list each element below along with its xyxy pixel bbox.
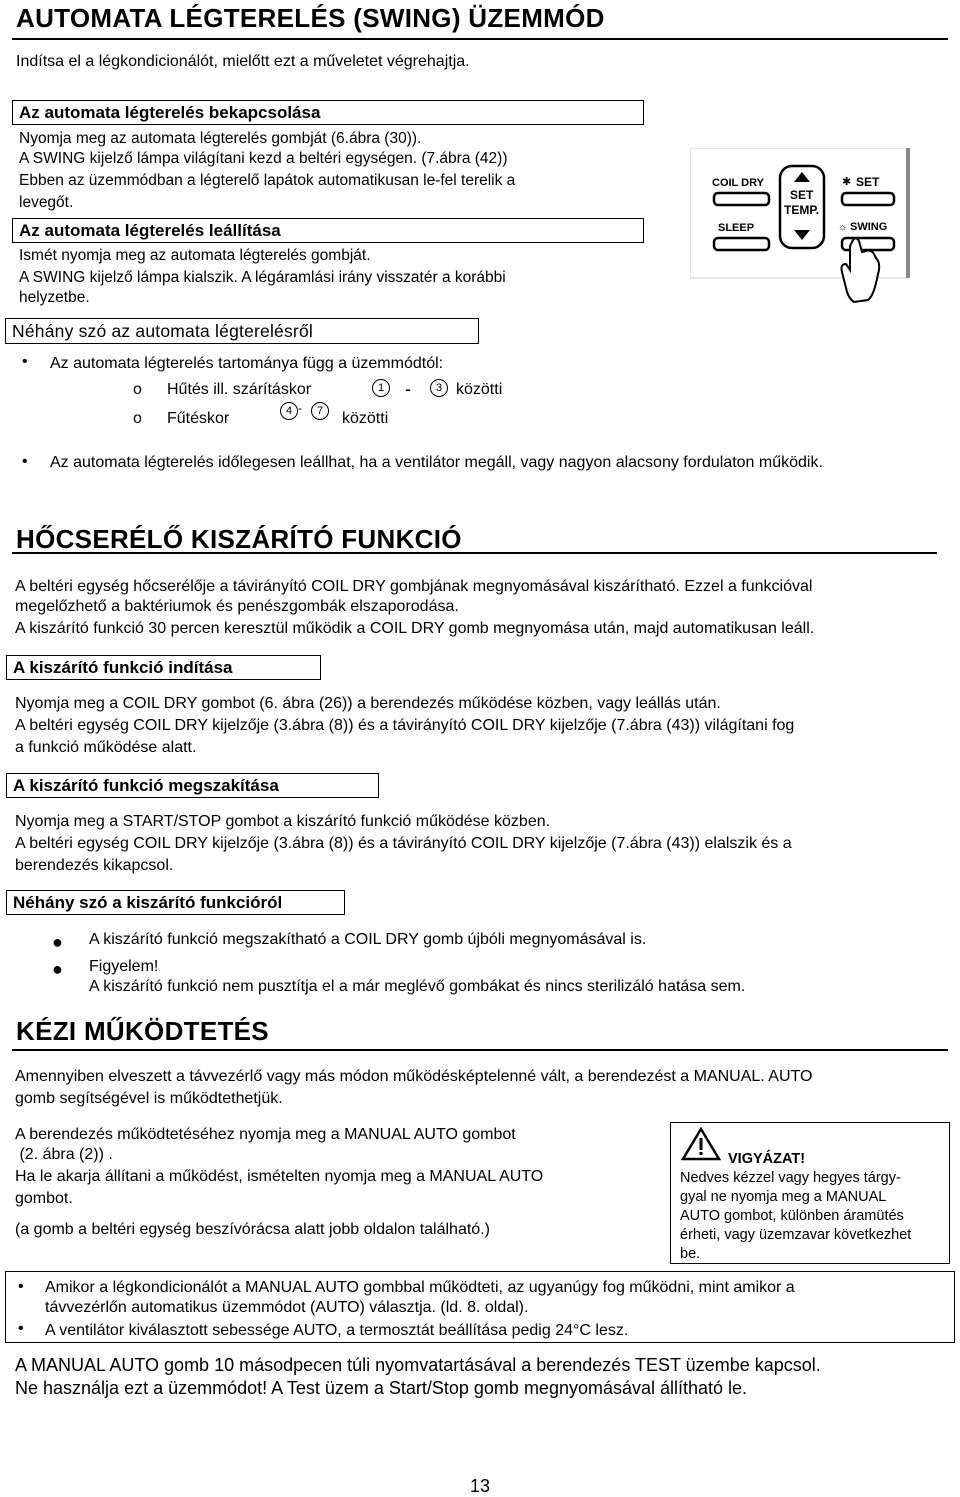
text-line: Nyomja meg a COIL DRY gombot (6. ábra (26)) a berendezés működése közben, vagy leállás után. — [15, 695, 721, 712]
dryer-title: HŐCSERÉLŐ KISZÁRÍTÓ FUNKCIÓ — [16, 524, 462, 554]
swing-note-1: Az automata légterelés tartománya függ a üzemmódtól: — [50, 355, 444, 372]
manual-p2 — [15, 1125, 665, 1209]
swing-on-text — [19, 129, 649, 213]
text-line: Ismét nyomja meg az automata légterelés gombját. — [19, 247, 371, 264]
warning-text — [680, 1169, 946, 1264]
manual-final-1: A MANUAL AUTO gomb 10 másodpecen túli nyomvatartásával a berendezés TEST üzembe kapcsol. — [15, 1355, 821, 1375]
text-line: gombot. — [15, 1190, 73, 1207]
text-line: A beltéri egység hőcserélője a távirányító COIL DRY gombjának megnyomásával kiszárítható. Ezzel a funkcióval — [15, 578, 813, 595]
bullet-icon: ● — [52, 959, 63, 979]
bullet-icon: • — [18, 1320, 24, 1337]
text-line: levegőt. — [19, 194, 74, 211]
circled-number: 7 — [311, 402, 329, 420]
page-number: 13 — [469, 1476, 491, 1496]
swing-on-heading: Az automata légterelés bekapcsolása — [12, 100, 644, 125]
text-line: Nedves kézzel vagy hegyes tárgy- — [680, 1170, 901, 1186]
warning-triangle-icon — [681, 1127, 721, 1161]
text-line: Ha le akarja állítani a működést, ismételten nyomja meg a MANUAL AUTO — [15, 1168, 544, 1185]
sub1-label: Hűtés ill. szárításkor — [167, 381, 312, 398]
swing-off-heading: Az automata légterelés leállítása — [12, 218, 644, 243]
circled-number: 3 — [430, 379, 448, 397]
dryer-note-1: A kiszárító funkció megszakítható a COIL DRY gomb újbóli megnyomásával is. — [89, 931, 647, 948]
text-line: (2. ábra (2)) . — [15, 1146, 113, 1163]
coil-dry-button — [714, 193, 769, 205]
text-line: gomb segítségével is működtethetjük. — [15, 1090, 283, 1107]
title-underline — [12, 552, 937, 554]
sub1-range-to — [430, 379, 448, 397]
coil-dry-label: COIL DRY — [712, 177, 764, 189]
sub1-suffix: közötti — [456, 381, 503, 398]
dryer-intro — [15, 577, 950, 639]
text-line: A SWING kijelző lámpa kialszik. A légáramlási irány visszatér a korábbi — [19, 269, 506, 286]
text-line: A berendezés működtetéséhez nyomja meg a MANUAL AUTO gombot — [15, 1126, 516, 1143]
dryer-notes-heading: Néhány szó a kiszárító funkcióról — [6, 890, 345, 915]
swing-intro: Indítsa el a légkondicionálót, mielőtt ezt a műveletet végrehajtja. — [16, 53, 470, 70]
snowflake-icon: ✱ — [842, 176, 852, 188]
sub-marker: o — [133, 410, 142, 427]
manual-bullet-1a: Amikor a légkondicionálót a MANUAL AUTO gombbal működteti, az ugyanúgy fog működni, mint amikor a — [45, 1279, 795, 1296]
manual-title: KÉZI MŰKÖDTETÉS — [16, 1016, 269, 1046]
sub1-dash: - — [405, 379, 411, 399]
text-line: berendezés kikapcsol. — [15, 857, 174, 874]
sleep-label: SLEEP — [718, 222, 755, 234]
swing-off-text — [19, 246, 649, 308]
text-line: be. — [680, 1246, 701, 1262]
warning-box — [670, 1122, 950, 1264]
set-label: SET — [856, 175, 880, 189]
bullet-icon: ● — [52, 932, 63, 952]
sub2-suffix: közötti — [342, 410, 389, 427]
swing-notes-heading: Néhány szó az automata légterelésről — [5, 318, 479, 344]
manual-p1 — [15, 1067, 950, 1109]
text-line: A beltéri egység COIL DRY kijelzője (3.ábra (8)) és a távirányító COIL DRY kijelzője (7.ábra (43)) elalszik és a — [15, 835, 792, 852]
text-line: Nyomja meg az automata légterelés gombját (6.ábra (30)). — [19, 130, 422, 147]
text-line: Ebben az üzemmódban a légterelő lapátok automatikusan le-fel terelik a — [19, 172, 516, 189]
text-line: megelőzhető a baktériumok és penészgombák elszaporodása. — [15, 598, 459, 615]
sub2-range-from — [280, 402, 298, 420]
manual-p3: (a gomb a beltéri egység beszívórácsa alatt jobb oldalon található.) — [15, 1221, 490, 1238]
circled-number: 1 — [372, 379, 390, 397]
circled-number: 4 — [280, 402, 298, 420]
manual-bullet-2: A ventilátor kiválasztott sebessége AUTO, a termosztát beállítása pedig 24°C lesz. — [45, 1322, 629, 1339]
set-button — [842, 193, 894, 205]
swing-indicator-icon: ☼ — [838, 222, 848, 233]
sub2-label: Fűtéskor — [167, 410, 230, 427]
manual-bullet-1b: távvezérlőn automatikus üzemmódot (AUTO) választja. (ld. 8. oldal). — [45, 1299, 529, 1316]
bullet-icon: • — [22, 453, 28, 470]
sleep-button — [714, 238, 769, 250]
sub-marker: o — [133, 381, 142, 398]
dryer-stop-text — [15, 812, 950, 876]
manual-bullets-box — [5, 1271, 955, 1343]
bullet-icon: • — [22, 353, 28, 370]
text-line: A beltéri egység COIL DRY kijelzője (3.ábra (8)) és a távirányító COIL DRY kijelzője (7.ábra (43)) világítani fog — [15, 717, 795, 734]
set-temp-label-1: SET — [790, 188, 814, 202]
dryer-start-text — [15, 694, 950, 758]
warning-title: VIGYÁZAT! — [728, 1151, 806, 1167]
manual-final-2: Ne használja ezt a üzemmódot! A Test üzem a Start/Stop gomb megnyomásával állítható le. — [15, 1378, 748, 1398]
text-line: gyal ne nyomja meg a MANUAL — [680, 1189, 887, 1205]
text-line: A kiszárító funkció 30 percen keresztül működik a COIL DRY gomb megnyomása után, majd automatikusan leáll. — [15, 620, 815, 637]
text-line: A SWING kijelző lámpa világítani kezd a beltéri egységen. (7.ábra (42)) — [19, 150, 508, 167]
text-line: AUTO gombot, különben áramütés — [680, 1208, 904, 1224]
dryer-note-2: Figyelem! — [89, 958, 159, 975]
remote-control-illustration — [690, 148, 910, 308]
bullet-icon: • — [18, 1278, 24, 1295]
set-temp-label-2: TEMP. — [784, 203, 820, 217]
sub2-dash: - — [298, 401, 302, 415]
title-rule — [12, 1049, 948, 1051]
sub1-range-from — [372, 379, 390, 397]
text-line: a funkció működése alatt. — [15, 739, 197, 756]
text-line: érheti, vagy üzemzavar következhet — [680, 1227, 912, 1243]
dryer-stop-heading: A kiszárító funkció megszakítása — [6, 773, 379, 798]
text-line: Amennyiben elveszett a távvezérlő vagy más módon működésképtelenné vált, a berendezést a MANUAL. AUTO — [15, 1068, 813, 1085]
swing-note-2: Az automata légterelés időlegesen leállhat, ha a ventilátor megáll, vagy nagyon alacsony fordulaton működik. — [50, 454, 823, 471]
swing-label: SWING — [850, 221, 888, 233]
dryer-note-2b: A kiszárító funkció nem pusztítja el a már meglévő gombákat és nincs sterilizáló hatása sem. — [89, 978, 746, 995]
sub2-range-to — [311, 402, 329, 420]
text-line: helyzetbe. — [19, 289, 90, 306]
dryer-start-heading: A kiszárító funkció indítása — [6, 655, 321, 680]
title-rule — [12, 38, 948, 40]
text-line: Nyomja meg a START/STOP gombot a kiszárító funkció működése közben. — [15, 813, 551, 830]
swing-title: AUTOMATA LÉGTERELÉS (SWING) ÜZEMMÓD — [16, 3, 605, 33]
